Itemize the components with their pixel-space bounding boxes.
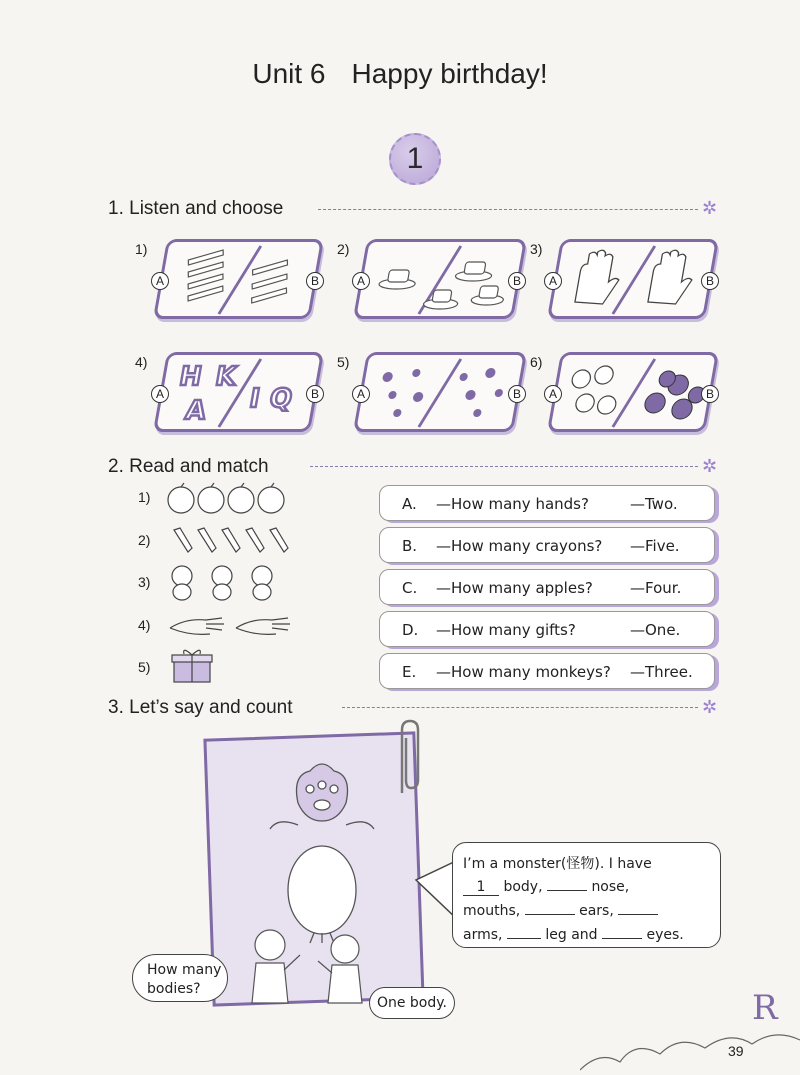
unit-label: Unit 6 bbox=[252, 58, 326, 89]
answer-question: —How many crayons? bbox=[436, 537, 603, 555]
answer-letter: B. bbox=[402, 537, 418, 555]
nose-label: nose, bbox=[591, 879, 630, 895]
option-b[interactable]: B bbox=[306, 385, 324, 403]
mouths-label: mouths, bbox=[463, 903, 521, 919]
answer-question: —How many apples? bbox=[436, 579, 593, 597]
cloud-border bbox=[580, 1010, 800, 1075]
option-b[interactable]: B bbox=[306, 272, 324, 290]
svg-text:A: A bbox=[183, 396, 209, 426]
speech-line-1: I’m a monster(怪物). I have bbox=[463, 856, 652, 872]
paperclip-icon bbox=[392, 718, 426, 798]
letter-mark: R bbox=[752, 988, 778, 1028]
choice-card-4[interactable] bbox=[153, 352, 324, 432]
speech-line-2 bbox=[463, 879, 629, 896]
item-number: 2) bbox=[138, 532, 151, 548]
speech-box bbox=[452, 842, 721, 948]
svg-text:K: K bbox=[213, 362, 239, 392]
svg-text:Q: Q bbox=[267, 384, 295, 414]
eyes-label: eyes. bbox=[646, 927, 684, 943]
item-number: 3) bbox=[530, 241, 543, 257]
item-number: 2) bbox=[337, 241, 350, 257]
cake-icon bbox=[356, 242, 523, 316]
option-a[interactable]: A bbox=[151, 385, 169, 403]
item-number: 4) bbox=[135, 354, 148, 370]
choice-card-2[interactable] bbox=[353, 239, 527, 319]
leg-label: leg and bbox=[545, 927, 598, 943]
hands-icon bbox=[166, 610, 292, 640]
answer-reply: —Five. bbox=[630, 537, 680, 555]
star-icon: ✲ bbox=[702, 697, 718, 717]
option-a[interactable]: A bbox=[544, 385, 562, 403]
answer-d[interactable] bbox=[379, 611, 715, 647]
answer-letter: E. bbox=[402, 663, 417, 681]
answer-reply: —One. bbox=[630, 621, 681, 639]
arms-label: arms, bbox=[463, 927, 503, 943]
choice-card-3[interactable] bbox=[547, 239, 719, 319]
section-2-heading: 2. Read and match bbox=[108, 456, 269, 477]
page-title bbox=[0, 58, 800, 90]
option-a[interactable]: A bbox=[352, 272, 370, 290]
svg-text:H: H bbox=[177, 362, 205, 392]
item-number: 4) bbox=[138, 617, 151, 633]
answer-question: —How many hands? bbox=[436, 495, 589, 513]
answer-reply: —Three. bbox=[630, 663, 693, 681]
item-number: 1) bbox=[138, 489, 151, 505]
leg-blank[interactable] bbox=[602, 938, 642, 939]
flowers-icon bbox=[356, 355, 523, 429]
answer-b[interactable] bbox=[379, 527, 715, 563]
speech-line-4 bbox=[463, 927, 684, 943]
answer-e[interactable] bbox=[379, 653, 715, 689]
section-3-rule bbox=[342, 707, 698, 708]
star-icon: ✲ bbox=[702, 198, 718, 218]
bubble-question: How many bodies? bbox=[132, 954, 228, 1002]
svg-text:I: I bbox=[247, 384, 263, 414]
option-b[interactable]: B bbox=[701, 272, 719, 290]
answer-a[interactable] bbox=[379, 485, 715, 521]
page-number: 39 bbox=[728, 1043, 744, 1059]
monkeys-icon bbox=[164, 562, 284, 602]
answer-reply: —Four. bbox=[630, 579, 682, 597]
nose-blank[interactable] bbox=[547, 890, 587, 891]
item-number: 6) bbox=[530, 354, 543, 370]
crayons-icon bbox=[170, 526, 298, 554]
choice-card-1[interactable] bbox=[153, 239, 324, 319]
option-b[interactable]: B bbox=[508, 385, 526, 403]
section-3-heading: 3. Let’s say and count bbox=[108, 697, 293, 718]
section-2-rule bbox=[310, 466, 698, 467]
option-b[interactable]: B bbox=[701, 385, 719, 403]
answer-question: —How many gifts? bbox=[436, 621, 576, 639]
star-icon: ✲ bbox=[702, 456, 718, 476]
hand-icon bbox=[550, 242, 715, 316]
answer-letter: A. bbox=[402, 495, 417, 513]
ears-label: ears, bbox=[579, 903, 614, 919]
body-label: body, bbox=[503, 879, 543, 895]
answer-question: —How many monkeys? bbox=[436, 663, 611, 681]
pandas-icon bbox=[550, 355, 715, 429]
unit-name: Happy birthday! bbox=[351, 58, 548, 89]
letters-icon bbox=[156, 355, 320, 429]
section-1-heading: 1. Listen and choose bbox=[108, 198, 284, 219]
apples-icon bbox=[165, 482, 290, 516]
answer-reply: —Two. bbox=[630, 495, 678, 513]
item-number: 5) bbox=[337, 354, 350, 370]
option-a[interactable]: A bbox=[151, 272, 169, 290]
choice-card-5[interactable] bbox=[353, 352, 527, 432]
monster-icon bbox=[262, 755, 382, 945]
answer-c[interactable] bbox=[379, 569, 715, 605]
children-icon bbox=[240, 925, 380, 1005]
speech-line-3 bbox=[463, 903, 658, 919]
answer-letter: D. bbox=[402, 621, 419, 639]
item-number: 1) bbox=[135, 241, 148, 257]
item-number: 5) bbox=[138, 659, 151, 675]
lesson-badge: 1 bbox=[389, 133, 441, 185]
item-number: 3) bbox=[138, 574, 151, 590]
option-b[interactable]: B bbox=[508, 272, 526, 290]
section-1-rule bbox=[318, 209, 698, 210]
option-a[interactable]: A bbox=[544, 272, 562, 290]
body-answer[interactable]: 1 bbox=[463, 879, 499, 896]
mouths-blank[interactable] bbox=[525, 914, 575, 915]
arms-blank[interactable] bbox=[507, 938, 541, 939]
option-a[interactable]: A bbox=[352, 385, 370, 403]
gift-icon bbox=[170, 646, 216, 686]
ears-blank[interactable] bbox=[618, 914, 658, 915]
pencils-icon bbox=[156, 242, 320, 316]
bubble-answer: One body. bbox=[369, 987, 455, 1019]
choice-card-6[interactable] bbox=[547, 352, 719, 432]
answer-letter: C. bbox=[402, 579, 418, 597]
